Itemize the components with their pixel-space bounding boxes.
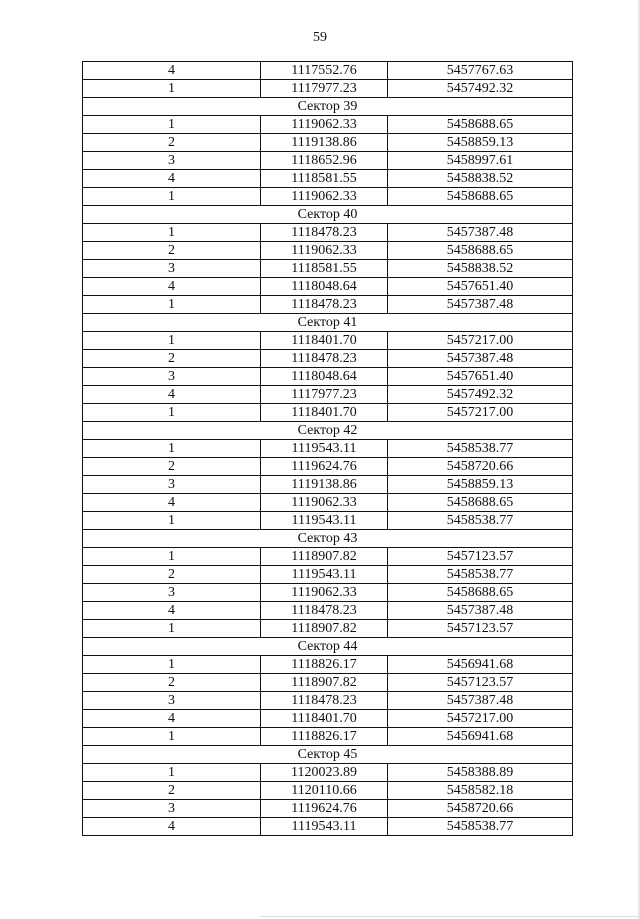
- table-row: [83, 494, 573, 512]
- y-coordinate-cell: 5458720.66: [388, 458, 573, 476]
- point-number-cell: 4: [83, 818, 261, 836]
- table-row: [83, 512, 573, 530]
- point-number-cell: 4: [83, 494, 261, 512]
- coordinates-table-body: [83, 62, 573, 836]
- point-number-cell: 1: [83, 116, 261, 134]
- x-coordinate-cell: 1118826.17: [261, 728, 388, 746]
- table-row: [83, 548, 573, 566]
- x-coordinate-cell: 1118478.23: [261, 296, 388, 314]
- y-coordinate-cell: 5457123.57: [388, 674, 573, 692]
- y-coordinate-cell: 5457492.32: [388, 80, 573, 98]
- point-number-cell: 4: [83, 386, 261, 404]
- sector-label: Сектор 45: [83, 746, 573, 764]
- x-coordinate-cell: 1119543.11: [261, 566, 388, 584]
- table-row: [83, 80, 573, 98]
- y-coordinate-cell: 5457767.63: [388, 62, 573, 80]
- y-coordinate-cell: 5457387.48: [388, 692, 573, 710]
- sector-header-row: [83, 422, 573, 440]
- x-coordinate-cell: 1119543.11: [261, 818, 388, 836]
- y-coordinate-cell: 5458688.65: [388, 242, 573, 260]
- y-coordinate-cell: 5458688.65: [388, 494, 573, 512]
- x-coordinate-cell: 1118581.55: [261, 170, 388, 188]
- x-coordinate-cell: 1118478.23: [261, 224, 388, 242]
- point-number-cell: 4: [83, 602, 261, 620]
- point-number-cell: 1: [83, 548, 261, 566]
- table-row: [83, 170, 573, 188]
- table-row: [83, 620, 573, 638]
- point-number-cell: 2: [83, 458, 261, 476]
- x-coordinate-cell: 1117552.76: [261, 62, 388, 80]
- y-coordinate-cell: 5458688.65: [388, 116, 573, 134]
- table-row: [83, 674, 573, 692]
- point-number-cell: 2: [83, 674, 261, 692]
- x-coordinate-cell: 1118478.23: [261, 602, 388, 620]
- x-coordinate-cell: 1119624.76: [261, 800, 388, 818]
- y-coordinate-cell: 5457651.40: [388, 368, 573, 386]
- y-coordinate-cell: 5458997.61: [388, 152, 573, 170]
- x-coordinate-cell: 1119624.76: [261, 458, 388, 476]
- y-coordinate-cell: 5458859.13: [388, 134, 573, 152]
- point-number-cell: 1: [83, 296, 261, 314]
- table-row: [83, 116, 573, 134]
- x-coordinate-cell: 1119062.33: [261, 116, 388, 134]
- y-coordinate-cell: 5458859.13: [388, 476, 573, 494]
- y-coordinate-cell: 5458538.77: [388, 566, 573, 584]
- table-row: [83, 584, 573, 602]
- page-number: 59: [313, 30, 327, 45]
- point-number-cell: 2: [83, 566, 261, 584]
- point-number-cell: 2: [83, 134, 261, 152]
- table-row: [83, 62, 573, 80]
- sector-label: Сектор 39: [83, 98, 573, 116]
- x-coordinate-cell: 1119138.86: [261, 134, 388, 152]
- x-coordinate-cell: 1119062.33: [261, 242, 388, 260]
- point-number-cell: 2: [83, 350, 261, 368]
- table-row: [83, 386, 573, 404]
- x-coordinate-cell: 1118401.70: [261, 332, 388, 350]
- sector-label: Сектор 42: [83, 422, 573, 440]
- point-number-cell: 2: [83, 242, 261, 260]
- point-number-cell: 1: [83, 188, 261, 206]
- table-row: [83, 188, 573, 206]
- point-number-cell: 1: [83, 764, 261, 782]
- table-row: [83, 566, 573, 584]
- y-coordinate-cell: 5456941.68: [388, 656, 573, 674]
- point-number-cell: 4: [83, 62, 261, 80]
- table-row: [83, 602, 573, 620]
- point-number-cell: 1: [83, 728, 261, 746]
- sector-label: Сектор 44: [83, 638, 573, 656]
- scan-bottom-line: [260, 916, 640, 917]
- x-coordinate-cell: 1117977.23: [261, 386, 388, 404]
- y-coordinate-cell: 5457387.48: [388, 224, 573, 242]
- point-number-cell: 4: [83, 278, 261, 296]
- y-coordinate-cell: 5457123.57: [388, 620, 573, 638]
- x-coordinate-cell: 1118581.55: [261, 260, 388, 278]
- table-row: [83, 440, 573, 458]
- y-coordinate-cell: 5458538.77: [388, 512, 573, 530]
- point-number-cell: 1: [83, 620, 261, 638]
- sector-header-row: [83, 206, 573, 224]
- y-coordinate-cell: 5458688.65: [388, 188, 573, 206]
- y-coordinate-cell: 5458582.18: [388, 782, 573, 800]
- table-row: [83, 332, 573, 350]
- table-row: [83, 278, 573, 296]
- table-row: [83, 818, 573, 836]
- point-number-cell: 4: [83, 710, 261, 728]
- table-row: [83, 350, 573, 368]
- x-coordinate-cell: 1118048.64: [261, 278, 388, 296]
- y-coordinate-cell: 5457217.00: [388, 404, 573, 422]
- x-coordinate-cell: 1119062.33: [261, 494, 388, 512]
- sector-header-row: [83, 314, 573, 332]
- table-row: [83, 296, 573, 314]
- point-number-cell: 3: [83, 692, 261, 710]
- x-coordinate-cell: 1119062.33: [261, 188, 388, 206]
- y-coordinate-cell: 5457217.00: [388, 332, 573, 350]
- x-coordinate-cell: 1118907.82: [261, 548, 388, 566]
- x-coordinate-cell: 1118478.23: [261, 692, 388, 710]
- table-row: [83, 656, 573, 674]
- table-row: [83, 260, 573, 278]
- x-coordinate-cell: 1118826.17: [261, 656, 388, 674]
- point-number-cell: 4: [83, 170, 261, 188]
- x-coordinate-cell: 1119543.11: [261, 440, 388, 458]
- table-row: [83, 710, 573, 728]
- table-row: [83, 782, 573, 800]
- point-number-cell: 1: [83, 332, 261, 350]
- point-number-cell: 1: [83, 512, 261, 530]
- sector-label: Сектор 41: [83, 314, 573, 332]
- point-number-cell: 1: [83, 404, 261, 422]
- y-coordinate-cell: 5457651.40: [388, 278, 573, 296]
- sector-header-row: [83, 530, 573, 548]
- y-coordinate-cell: 5458538.77: [388, 440, 573, 458]
- table-row: [83, 476, 573, 494]
- table-row: [83, 242, 573, 260]
- y-coordinate-cell: 5457387.48: [388, 350, 573, 368]
- x-coordinate-cell: 1119543.11: [261, 512, 388, 530]
- table-row: [83, 152, 573, 170]
- x-coordinate-cell: 1118652.96: [261, 152, 388, 170]
- y-coordinate-cell: 5458838.52: [388, 170, 573, 188]
- x-coordinate-cell: 1118401.70: [261, 710, 388, 728]
- point-number-cell: 3: [83, 584, 261, 602]
- x-coordinate-cell: 1118907.82: [261, 620, 388, 638]
- point-number-cell: 3: [83, 152, 261, 170]
- x-coordinate-cell: 1118907.82: [261, 674, 388, 692]
- sector-header-row: [83, 98, 573, 116]
- table-row: [83, 458, 573, 476]
- point-number-cell: 3: [83, 368, 261, 386]
- point-number-cell: 3: [83, 800, 261, 818]
- coordinates-table: [82, 61, 573, 836]
- point-number-cell: 3: [83, 260, 261, 278]
- y-coordinate-cell: 5457492.32: [388, 386, 573, 404]
- y-coordinate-cell: 5458838.52: [388, 260, 573, 278]
- x-coordinate-cell: 1117977.23: [261, 80, 388, 98]
- x-coordinate-cell: 1120110.66: [261, 782, 388, 800]
- y-coordinate-cell: 5458538.77: [388, 818, 573, 836]
- table-row: [83, 404, 573, 422]
- sector-header-row: [83, 746, 573, 764]
- sector-header-row: [83, 638, 573, 656]
- y-coordinate-cell: 5458388.89: [388, 764, 573, 782]
- y-coordinate-cell: 5456941.68: [388, 728, 573, 746]
- table-row: [83, 224, 573, 242]
- point-number-cell: 1: [83, 440, 261, 458]
- y-coordinate-cell: 5457387.48: [388, 296, 573, 314]
- x-coordinate-cell: 1120023.89: [261, 764, 388, 782]
- y-coordinate-cell: 5458720.66: [388, 800, 573, 818]
- table-row: [83, 692, 573, 710]
- y-coordinate-cell: 5457217.00: [388, 710, 573, 728]
- x-coordinate-cell: 1119062.33: [261, 584, 388, 602]
- point-number-cell: 1: [83, 80, 261, 98]
- table-row: [83, 728, 573, 746]
- x-coordinate-cell: 1118048.64: [261, 368, 388, 386]
- table-row: [83, 800, 573, 818]
- point-number-cell: 2: [83, 782, 261, 800]
- x-coordinate-cell: 1119138.86: [261, 476, 388, 494]
- x-coordinate-cell: 1118478.23: [261, 350, 388, 368]
- table-row: [83, 368, 573, 386]
- table-row: [83, 134, 573, 152]
- y-coordinate-cell: 5457123.57: [388, 548, 573, 566]
- sector-label: Сектор 40: [83, 206, 573, 224]
- point-number-cell: 3: [83, 476, 261, 494]
- point-number-cell: 1: [83, 656, 261, 674]
- y-coordinate-cell: 5457387.48: [388, 602, 573, 620]
- sector-label: Сектор 43: [83, 530, 573, 548]
- table-row: [83, 764, 573, 782]
- y-coordinate-cell: 5458688.65: [388, 584, 573, 602]
- x-coordinate-cell: 1118401.70: [261, 404, 388, 422]
- point-number-cell: 1: [83, 224, 261, 242]
